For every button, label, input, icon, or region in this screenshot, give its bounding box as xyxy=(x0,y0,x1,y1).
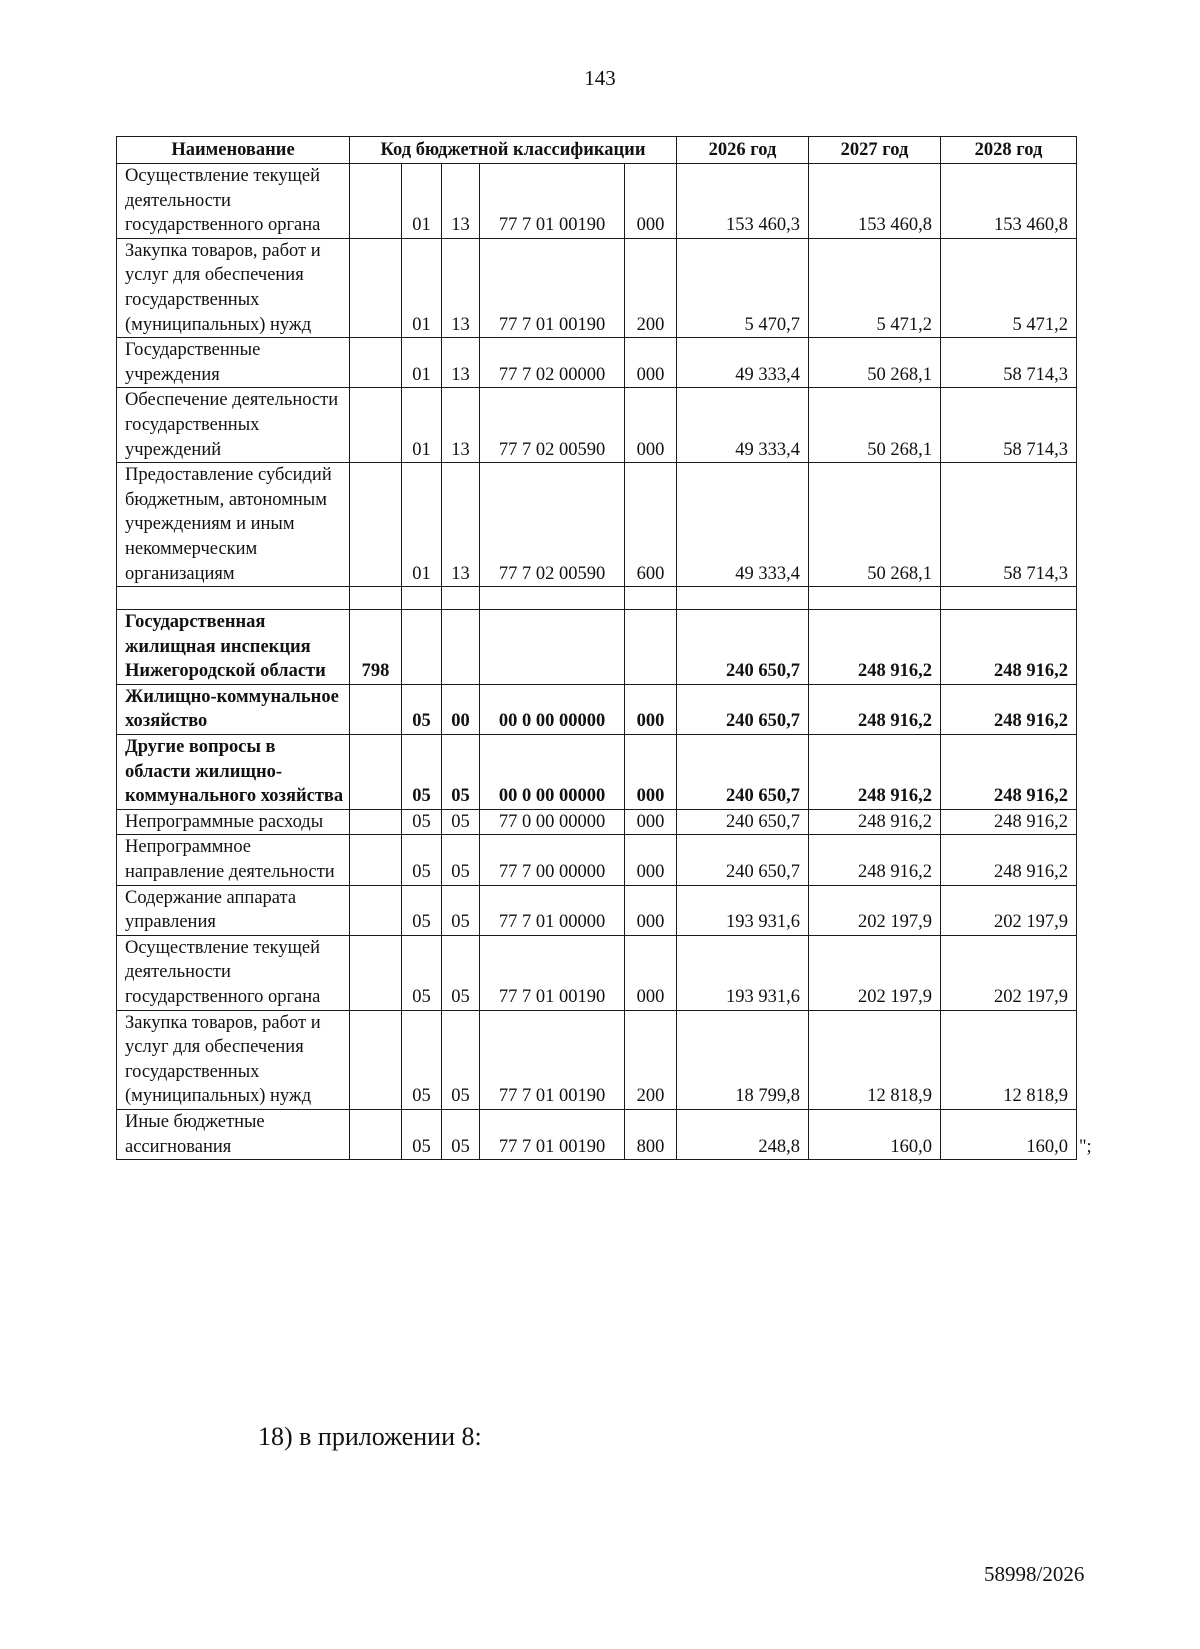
header-2027: 2027 год xyxy=(809,137,941,164)
header-name: Наименование xyxy=(117,137,350,164)
row-ved xyxy=(350,1010,402,1109)
row-rz: 05 xyxy=(402,1010,442,1109)
page-number: 143 xyxy=(584,66,616,90)
row-2026: 240 650,7 xyxy=(677,735,809,810)
row-pr: 05 xyxy=(442,1109,480,1159)
row-csr: 00 0 00 00000 xyxy=(480,735,625,810)
row-ved xyxy=(350,463,402,587)
row-rz: 05 xyxy=(402,1109,442,1159)
row-ved xyxy=(350,885,402,935)
row-2028: 12 818,9 xyxy=(941,1010,1077,1109)
row-vr: 000 xyxy=(625,684,677,734)
row-pr: 05 xyxy=(442,835,480,885)
row-ved xyxy=(350,935,402,1010)
row-rz: 01 xyxy=(402,338,442,388)
row-2026: 49 333,4 xyxy=(677,338,809,388)
row-2027: 248 916,2 xyxy=(809,835,941,885)
row-csr: 77 7 02 00590 xyxy=(480,463,625,587)
row-2027: 248 916,2 xyxy=(809,610,941,685)
row-name: Непрограммное направление деятельности xyxy=(117,835,350,885)
row-pr: 05 xyxy=(442,809,480,835)
table-row xyxy=(117,935,1077,1010)
row-pr: 05 xyxy=(442,1010,480,1109)
row-vr: 600 xyxy=(625,463,677,587)
spacer-cell xyxy=(350,587,402,610)
row-name: Иные бюджетные ассигнования xyxy=(117,1109,350,1159)
row-rz xyxy=(402,610,442,685)
row-2026: 49 333,4 xyxy=(677,388,809,463)
row-name: Жилищно-коммунальное хозяйство xyxy=(117,684,350,734)
row-vr: 000 xyxy=(625,338,677,388)
table-row xyxy=(117,835,1077,885)
document-id: 58998/2026 xyxy=(984,1562,1085,1586)
row-2027: 248 916,2 xyxy=(809,684,941,734)
row-vr: 000 xyxy=(625,735,677,810)
row-2026: 240 650,7 xyxy=(677,809,809,835)
row-rz: 01 xyxy=(402,164,442,239)
row-2028: 153 460,8 xyxy=(941,164,1077,239)
row-ved xyxy=(350,238,402,337)
row-2028: 248 916,2 xyxy=(941,610,1077,685)
spacer-cell xyxy=(941,587,1077,610)
closing-quote-mark: "; xyxy=(1079,1136,1092,1157)
row-rz: 05 xyxy=(402,835,442,885)
row-pr: 13 xyxy=(442,388,480,463)
row-rz: 01 xyxy=(402,463,442,587)
row-2027: 160,0 xyxy=(809,1109,941,1159)
row-name: Непрограммные расходы xyxy=(117,809,350,835)
spacer-cell xyxy=(117,587,350,610)
row-ved xyxy=(350,684,402,734)
row-pr: 13 xyxy=(442,338,480,388)
row-csr xyxy=(480,610,625,685)
row-2028: 202 197,9 xyxy=(941,885,1077,935)
paragraph-item: 18) в приложении 8: xyxy=(258,1422,482,1451)
row-pr: 13 xyxy=(442,164,480,239)
row-2026: 5 470,7 xyxy=(677,238,809,337)
row-2026: 240 650,7 xyxy=(677,684,809,734)
row-vr: 000 xyxy=(625,885,677,935)
row-name: Закупка товаров, работ и услуг для обеспечения государственных (муниципальных) нужд xyxy=(117,1010,350,1109)
row-2027: 202 197,9 xyxy=(809,885,941,935)
table-row xyxy=(117,610,1077,685)
row-vr: 200 xyxy=(625,1010,677,1109)
header-2026: 2026 год xyxy=(677,137,809,164)
row-rz: 05 xyxy=(402,885,442,935)
table-header-row xyxy=(117,137,1077,164)
table-row xyxy=(117,1010,1077,1109)
row-2028: 5 471,2 xyxy=(941,238,1077,337)
row-csr: 77 7 02 00000 xyxy=(480,338,625,388)
row-2028: 202 197,9 xyxy=(941,935,1077,1010)
row-2026: 240 650,7 xyxy=(677,610,809,685)
row-name: Содержание аппарата управления xyxy=(117,885,350,935)
row-name: Другие вопросы в области жилищно-коммунального хозяйства xyxy=(117,735,350,810)
row-rz: 05 xyxy=(402,735,442,810)
row-rz: 01 xyxy=(402,238,442,337)
row-2027: 202 197,9 xyxy=(809,935,941,1010)
row-2027: 153 460,8 xyxy=(809,164,941,239)
row-rz: 05 xyxy=(402,684,442,734)
row-ved xyxy=(350,835,402,885)
row-rz: 01 xyxy=(402,388,442,463)
row-pr: 00 xyxy=(442,684,480,734)
row-ved xyxy=(350,338,402,388)
row-csr: 00 0 00 00000 xyxy=(480,684,625,734)
row-2028 xyxy=(941,1109,1092,1159)
row-vr: 000 xyxy=(625,809,677,835)
table-row xyxy=(117,1109,1077,1159)
row-vr: 200 xyxy=(625,238,677,337)
row-rz: 05 xyxy=(402,935,442,1010)
row-2027: 50 268,1 xyxy=(809,463,941,587)
spacer-cell xyxy=(442,587,480,610)
row-2027: 248 916,2 xyxy=(809,809,941,835)
table-row xyxy=(117,735,1077,810)
row-2026: 193 931,6 xyxy=(677,885,809,935)
spacer-cell xyxy=(480,587,625,610)
row-csr: 77 7 01 00190 xyxy=(480,1109,625,1159)
row-pr: 13 xyxy=(442,238,480,337)
row-rz: 05 xyxy=(402,809,442,835)
row-vr: 000 xyxy=(625,388,677,463)
table-row xyxy=(117,809,1077,835)
spacer-cell xyxy=(677,587,809,610)
row-2028: 58 714,3 xyxy=(941,463,1077,587)
row-pr xyxy=(442,610,480,685)
row-2026: 240 650,7 xyxy=(677,835,809,885)
row-pr: 13 xyxy=(442,463,480,587)
row-ved xyxy=(350,388,402,463)
row-2026: 153 460,3 xyxy=(677,164,809,239)
row-name: Осуществление текущей деятельности государственного органа xyxy=(117,935,350,1010)
row-name: Обеспечение деятельности государственных учреждений xyxy=(117,388,350,463)
row-2028-value: 160,0 xyxy=(1026,1136,1068,1157)
row-csr: 77 7 00 00000 xyxy=(480,835,625,885)
row-2026: 49 333,4 xyxy=(677,463,809,587)
row-2027: 50 268,1 xyxy=(809,388,941,463)
row-2026: 18 799,8 xyxy=(677,1010,809,1109)
row-ved xyxy=(350,1109,402,1159)
table-row xyxy=(117,885,1077,935)
row-vr xyxy=(625,610,677,685)
row-2026: 193 931,6 xyxy=(677,935,809,1010)
row-ved xyxy=(350,164,402,239)
row-csr: 77 7 01 00190 xyxy=(480,935,625,1010)
row-vr: 000 xyxy=(625,164,677,239)
header-2028: 2028 год xyxy=(941,137,1077,164)
table-row xyxy=(117,684,1077,734)
row-2027: 12 818,9 xyxy=(809,1010,941,1109)
row-2027: 248 916,2 xyxy=(809,735,941,810)
spacer-cell xyxy=(809,587,941,610)
table-spacer-row xyxy=(117,587,1077,610)
row-name: Закупка товаров, работ и услуг для обеспечения государственных (муниципальных) нужд xyxy=(117,238,350,337)
row-ved xyxy=(350,809,402,835)
table-row xyxy=(117,463,1077,587)
row-csr: 77 7 01 00190 xyxy=(480,238,625,337)
row-name: Государственная жилищная инспекция Нижегородской области xyxy=(117,610,350,685)
row-2028: 58 714,3 xyxy=(941,388,1077,463)
row-vr: 000 xyxy=(625,935,677,1010)
row-csr: 77 7 01 00190 xyxy=(480,164,625,239)
header-code: Код бюджетной классификации xyxy=(350,137,677,164)
row-name: Осуществление текущей деятельности государственного органа xyxy=(117,164,350,239)
row-pr: 05 xyxy=(442,935,480,1010)
spacer-cell xyxy=(402,587,442,610)
table-row xyxy=(117,388,1077,463)
row-ved: 798 xyxy=(350,610,402,685)
row-name: Предоставление субсидий бюджетным, автономным учреждениям и иным некоммерческим организациям xyxy=(117,463,350,587)
row-name: Государственные учреждения xyxy=(117,338,350,388)
row-pr: 05 xyxy=(442,735,480,810)
row-csr: 77 7 01 00000 xyxy=(480,885,625,935)
row-2027: 50 268,1 xyxy=(809,338,941,388)
row-ved xyxy=(350,735,402,810)
row-csr: 77 0 00 00000 xyxy=(480,809,625,835)
table-row xyxy=(117,338,1077,388)
row-csr: 77 7 02 00590 xyxy=(480,388,625,463)
row-2028: 248 916,2 xyxy=(941,735,1077,810)
row-csr: 77 7 01 00190 xyxy=(480,1010,625,1109)
table-row xyxy=(117,164,1077,239)
row-2026: 248,8 xyxy=(677,1109,809,1159)
row-2028: 248 916,2 xyxy=(941,809,1077,835)
row-pr: 05 xyxy=(442,885,480,935)
row-vr: 800 xyxy=(625,1109,677,1159)
row-2027: 5 471,2 xyxy=(809,238,941,337)
table-row xyxy=(117,238,1077,337)
row-2028: 248 916,2 xyxy=(941,835,1077,885)
row-2028: 248 916,2 xyxy=(941,684,1077,734)
budget-table xyxy=(116,136,1092,1160)
spacer-cell xyxy=(625,587,677,610)
row-2028: 58 714,3 xyxy=(941,338,1077,388)
row-vr: 000 xyxy=(625,835,677,885)
